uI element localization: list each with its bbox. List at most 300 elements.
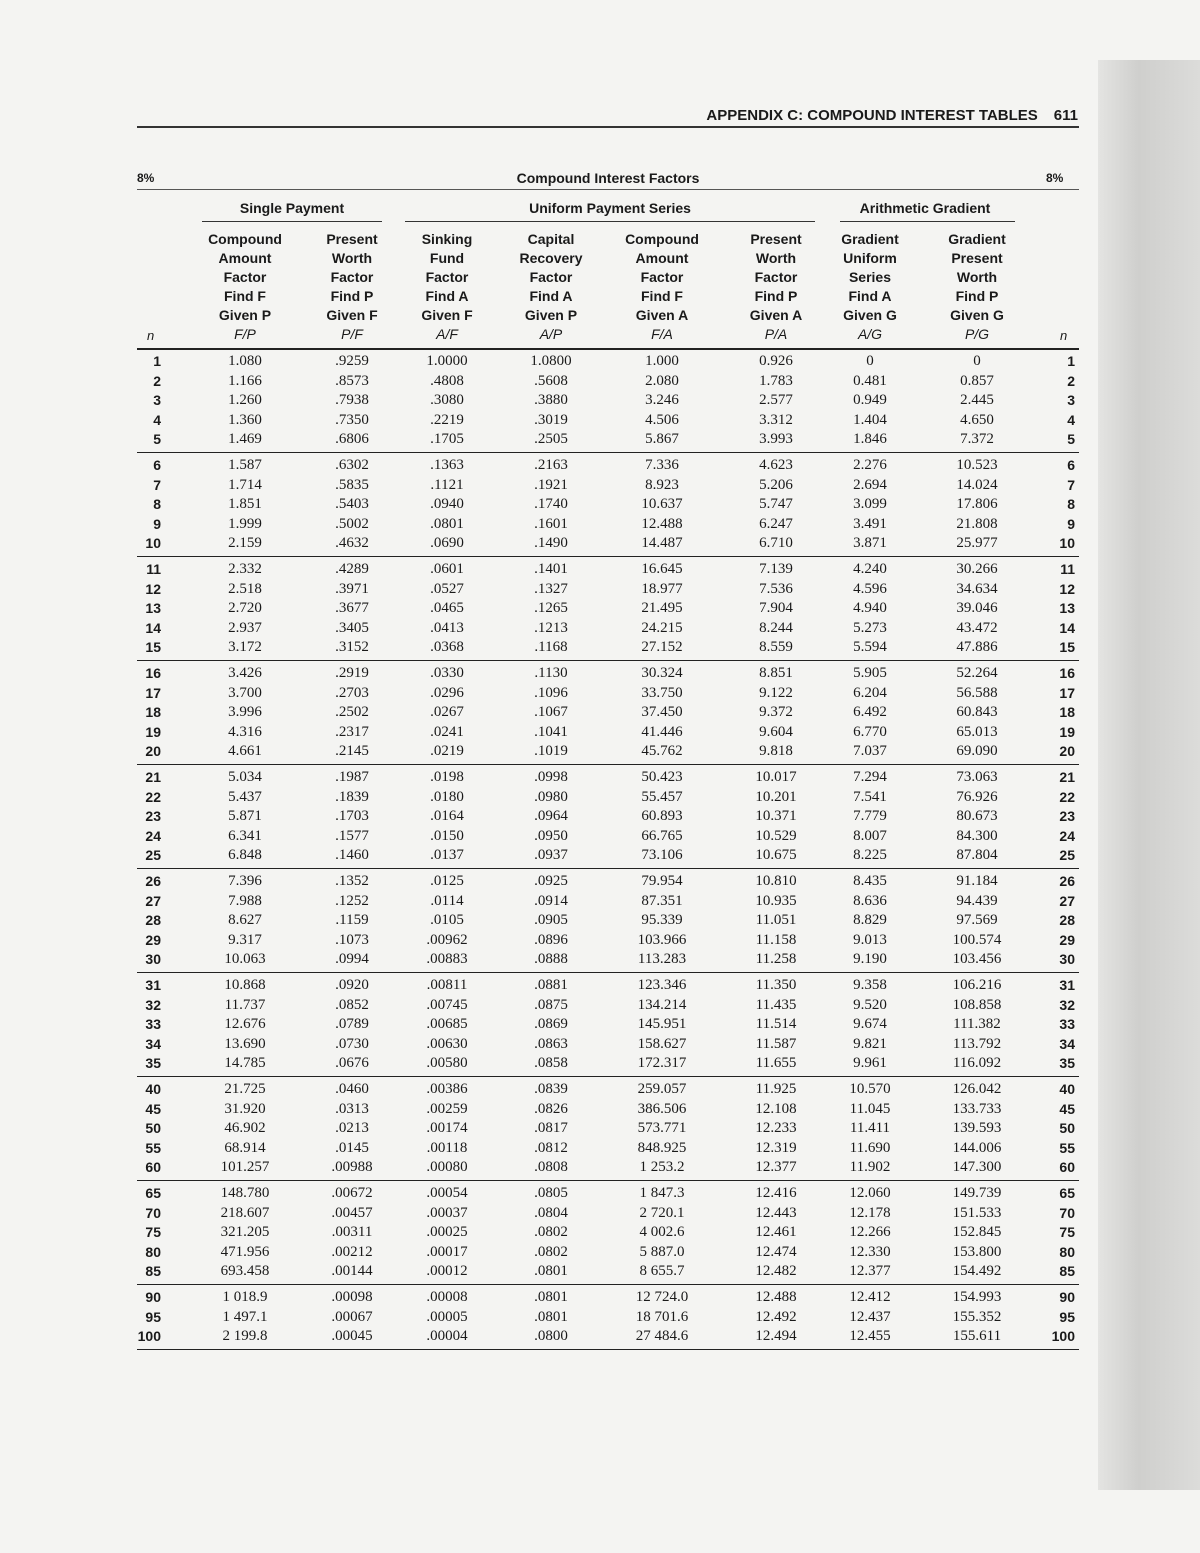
period-n-right: 24 (1059, 827, 1075, 844)
cell-pg: 43.472 (956, 619, 998, 636)
table-row (137, 1053, 1079, 1073)
cell-af: .0180 (430, 788, 464, 805)
cell-ap: .2505 (534, 431, 568, 447)
cell-fp: 6.341 (228, 827, 262, 844)
cell-ap: .0914 (534, 892, 568, 909)
cell-fa: 1 847.3 (639, 1185, 685, 1201)
period-n-right: 30 (1059, 951, 1075, 967)
cell-pg: 0.857 (960, 372, 994, 389)
table-row (137, 722, 1079, 742)
table-row (137, 1307, 1079, 1327)
column-header-line: Gradient (841, 231, 899, 247)
period-n-left: 26 (145, 873, 161, 889)
table-row (137, 891, 1079, 911)
cell-pg: 113.792 (952, 1035, 1002, 1052)
cell-fp: 5.437 (228, 788, 262, 805)
cell-ag: 12.060 (849, 1185, 891, 1201)
period-n-left: 34 (145, 1035, 161, 1052)
cell-fa: 73.106 (641, 847, 683, 863)
cell-fa: 12 724.0 (635, 1289, 689, 1305)
period-n-right: 65 (1059, 1185, 1075, 1201)
cell-pf: .3152 (335, 639, 369, 655)
column-code: A/F (436, 326, 458, 342)
period-n-right: 9 (1067, 515, 1075, 532)
table-row (137, 1099, 1079, 1119)
cell-pf: .6302 (335, 457, 369, 473)
column-header-line: Recovery (519, 250, 583, 266)
cell-ap: .0826 (534, 1100, 568, 1117)
cell-fa: 3.246 (645, 392, 679, 408)
column-header-line: Worth (331, 250, 373, 266)
table-row (137, 637, 1079, 657)
cell-fp: 31.920 (224, 1100, 266, 1117)
table-row (137, 1014, 1079, 1034)
cell-fp: 1.469 (228, 431, 262, 447)
cell-pf: .00457 (331, 1204, 373, 1221)
cell-ag: 9.358 (853, 977, 887, 993)
cell-pf: .0994 (335, 951, 369, 967)
cell-pf: .0676 (335, 1055, 369, 1071)
column-header-line: Factor (330, 269, 374, 285)
period-n-left: 80 (145, 1243, 161, 1260)
period-n-right: 95 (1059, 1308, 1075, 1325)
cell-fp: 2.720 (228, 600, 262, 616)
block-rule (137, 764, 1079, 765)
cell-fp: 3.172 (228, 639, 262, 655)
cell-pa: 11.655 (755, 1055, 797, 1071)
cell-ag: 6.492 (853, 704, 887, 720)
cell-fa: 8 655.7 (639, 1263, 685, 1279)
cell-fp: 2 199.8 (222, 1328, 268, 1344)
cell-ag: 9.520 (853, 996, 887, 1013)
interest-rate-right: 8% (1046, 171, 1064, 185)
cell-pf: .00212 (331, 1243, 373, 1260)
cell-pa: 11.587 (755, 1035, 797, 1052)
cell-pa: 10.017 (755, 769, 797, 785)
group-arithmetic-gradient: Arithmetic Gradient (859, 200, 991, 216)
cell-pa: 7.536 (759, 580, 793, 597)
cell-pa: 11.051 (755, 912, 797, 928)
header-bottom-rule (137, 348, 1079, 350)
cell-fa: 45.762 (641, 743, 683, 759)
table-row (137, 845, 1079, 865)
cell-pa: 12.482 (755, 1263, 797, 1279)
cell-ap: .0801 (534, 1308, 568, 1325)
table-block (137, 455, 1079, 557)
table-block (137, 975, 1079, 1077)
table-row (137, 1326, 1079, 1346)
cell-pf: .0789 (335, 1016, 369, 1032)
cell-fa: 33.750 (641, 684, 683, 701)
cell-pg: 84.300 (956, 827, 998, 844)
cell-fp: 1 497.1 (222, 1308, 268, 1325)
cell-ag: 12.266 (849, 1224, 891, 1240)
cell-pa: 1.783 (759, 372, 793, 389)
table-row (137, 598, 1079, 618)
column-header-ap (501, 230, 601, 344)
period-n-right: 75 (1059, 1224, 1075, 1240)
title-rule (137, 189, 1079, 190)
cell-pa: 4.623 (759, 457, 793, 473)
table-row (137, 390, 1079, 410)
cell-af: .00080 (426, 1159, 468, 1175)
cell-pf: .0313 (335, 1100, 369, 1117)
cell-fa: 145.951 (637, 1016, 687, 1032)
column-header-line: Given A (749, 307, 803, 323)
cell-af: .00962 (426, 931, 468, 948)
cell-ap: .0896 (534, 931, 568, 948)
cell-pg: 97.569 (956, 912, 998, 928)
cell-pg: 100.574 (952, 931, 1002, 948)
cell-pg: 116.092 (952, 1055, 1002, 1071)
period-n-right: 13 (1059, 600, 1075, 616)
cell-ap: .0937 (534, 847, 568, 863)
cell-af: .1121 (430, 476, 464, 493)
column-header-line: Given P (524, 307, 578, 323)
cell-af: .00811 (426, 977, 468, 993)
period-n-right: 25 (1059, 847, 1075, 863)
cell-ap: .3880 (534, 392, 568, 408)
cell-pg: 103.456 (952, 951, 1002, 967)
cell-ap: .0812 (534, 1139, 568, 1156)
table-block (137, 351, 1079, 453)
cell-fa: 7.336 (645, 457, 679, 473)
cell-fa: 4 002.6 (639, 1224, 685, 1240)
cell-af: 1.0000 (426, 353, 468, 369)
cell-pf: .7938 (335, 392, 369, 408)
column-header-line: Factor (754, 269, 798, 285)
period-n-right: 3 (1067, 392, 1075, 408)
cell-ap: .1213 (534, 619, 568, 636)
cell-pa: 9.604 (759, 723, 793, 740)
cell-pf: .1577 (335, 827, 369, 844)
cell-ap: .0964 (534, 808, 568, 824)
cell-pa: 10.529 (755, 827, 797, 844)
period-n-right: 20 (1059, 743, 1075, 759)
period-n-left: 29 (145, 931, 161, 948)
cell-fa: 18 701.6 (635, 1308, 689, 1325)
cell-pf: .0145 (335, 1139, 369, 1156)
cell-ag: 8.636 (853, 892, 887, 909)
table-row (137, 618, 1079, 638)
cell-pf: .2703 (335, 684, 369, 701)
interest-rate-left: 8% (137, 171, 155, 185)
cell-fp: 12.676 (224, 1016, 266, 1032)
period-n-left: 70 (145, 1204, 161, 1221)
cell-pa: 10.675 (755, 847, 797, 863)
table-block (137, 767, 1079, 869)
cell-af: .00174 (426, 1120, 468, 1136)
cell-fp: 4.316 (228, 723, 262, 740)
cell-ag: 4.596 (853, 580, 887, 597)
cell-af: .0241 (430, 723, 464, 740)
period-n-right: 8 (1067, 496, 1075, 512)
cell-pa: 0.926 (759, 353, 793, 369)
cell-ag: 5.273 (853, 619, 887, 636)
cell-pa: 10.201 (755, 788, 797, 805)
cell-pg: 87.804 (956, 847, 998, 863)
cell-pg: 155.352 (952, 1308, 1002, 1325)
cell-pa: 10.371 (755, 808, 797, 824)
cell-ap: .1096 (534, 684, 568, 701)
period-n-right: 14 (1059, 619, 1075, 636)
period-n-left: 35 (145, 1055, 161, 1071)
cell-pa: 12.319 (755, 1139, 797, 1156)
column-header-line: Compound (625, 231, 699, 247)
cell-ap: .1130 (534, 665, 568, 681)
cell-af: .00004 (426, 1328, 468, 1344)
running-header (0, 107, 1078, 124)
block-rule (137, 1076, 1079, 1077)
cell-af: .0198 (430, 769, 464, 785)
cell-fp: 3.426 (228, 665, 262, 681)
cell-fp: 321.205 (220, 1224, 270, 1240)
cell-fa: 66.765 (641, 827, 683, 844)
table-block (137, 871, 1079, 973)
period-n-right: 18 (1059, 704, 1075, 720)
cell-pg: 4.650 (960, 411, 994, 428)
cell-fa: 79.954 (641, 873, 683, 889)
cell-ag: 11.902 (849, 1159, 891, 1175)
column-header-fp (195, 230, 295, 344)
group-rule-gradient (840, 221, 1015, 222)
cell-ap: .0905 (534, 912, 568, 928)
cell-ap: .0839 (534, 1081, 568, 1097)
cell-af: .00012 (426, 1263, 468, 1279)
column-header-line: Given G (950, 307, 1004, 323)
cell-af: .0801 (430, 515, 464, 532)
cell-ag: 5.905 (853, 665, 887, 681)
cell-pa: 11.350 (755, 977, 797, 993)
cell-af: .0465 (430, 600, 464, 616)
cell-fp: 10.868 (224, 977, 266, 993)
cell-ag: 9.674 (853, 1016, 887, 1032)
cell-pf: .2502 (335, 704, 369, 720)
column-header-line: Given A (635, 307, 689, 323)
period-n-right: 2 (1067, 372, 1075, 389)
cell-pf: .0920 (335, 977, 369, 993)
cell-ag: 3.099 (853, 496, 887, 512)
table-block (137, 663, 1079, 765)
group-rule-uniform (405, 221, 815, 222)
column-header-line: Find A (425, 288, 469, 304)
cell-pf: .2919 (335, 665, 369, 681)
period-n-left: 33 (145, 1016, 161, 1032)
table-row (137, 1242, 1079, 1262)
period-n-right: 60 (1059, 1159, 1075, 1175)
cell-ap: .1921 (534, 476, 568, 493)
cell-pa: 12.377 (755, 1159, 797, 1175)
cell-pf: .1460 (335, 847, 369, 863)
cell-fa: 1.000 (645, 353, 679, 369)
table-row (137, 429, 1079, 449)
cell-ap: .0888 (534, 951, 568, 967)
cell-pg: 152.845 (952, 1224, 1002, 1240)
cell-ag: 10.570 (849, 1081, 891, 1097)
cell-af: .0940 (430, 496, 464, 512)
cell-fp: 46.902 (224, 1120, 266, 1136)
column-header-af (397, 230, 497, 344)
cell-ag: 7.037 (853, 743, 887, 759)
cell-pa: 11.158 (755, 931, 797, 948)
cell-fp: 1.166 (228, 372, 262, 389)
cell-af: .1363 (430, 457, 464, 473)
column-header-line: Factor (529, 269, 573, 285)
cell-fp: 3.700 (228, 684, 262, 701)
period-n-left: 21 (145, 769, 161, 785)
period-n-left: 25 (145, 847, 161, 863)
cell-pf: .2317 (335, 723, 369, 740)
period-n-right: 80 (1059, 1243, 1075, 1260)
cell-fp: 8.627 (228, 912, 262, 928)
cell-ap: .0801 (534, 1263, 568, 1279)
period-n-left: 14 (145, 619, 161, 636)
cell-pf: .2145 (335, 743, 369, 759)
n-label-right: n (1060, 328, 1068, 343)
cell-ag: 6.204 (853, 684, 887, 701)
cell-ag: 11.045 (849, 1100, 891, 1117)
cell-af: .00118 (426, 1139, 468, 1156)
period-n-right: 16 (1059, 665, 1075, 681)
cell-pg: 144.006 (952, 1139, 1002, 1156)
cell-pa: 5.206 (759, 476, 793, 493)
table-row (137, 494, 1079, 514)
cell-pf: .1252 (335, 892, 369, 909)
cell-ag: 6.770 (853, 723, 887, 740)
cell-ag: 2.694 (853, 476, 887, 493)
cell-ap: 1.0800 (530, 353, 572, 369)
column-header-pf (302, 230, 402, 344)
cell-fa: 2.080 (645, 372, 679, 389)
period-n-right: 100 (1051, 1328, 1075, 1344)
cell-pa: 11.258 (755, 951, 797, 967)
cell-pg: 10.523 (956, 457, 998, 473)
table-row (137, 826, 1079, 846)
column-header-line: Find P (754, 288, 798, 304)
cell-pa: 2.577 (759, 392, 793, 408)
header-rule (137, 126, 1079, 128)
cell-pg: 111.382 (953, 1016, 1001, 1032)
cell-af: .0368 (430, 639, 464, 655)
cell-pg: 17.806 (956, 496, 998, 512)
column-header-line: Factor (425, 269, 469, 285)
table-row (137, 663, 1079, 683)
period-n-right: 21 (1059, 769, 1075, 785)
cell-fp: 101.257 (220, 1159, 270, 1175)
table-row (137, 559, 1079, 579)
cell-ag: 7.294 (853, 769, 887, 785)
cell-fa: 21.495 (641, 600, 683, 616)
column-header-line: Find A (848, 288, 892, 304)
period-n-left: 20 (145, 743, 161, 759)
cell-fp: 148.780 (220, 1185, 270, 1201)
period-n-right: 33 (1059, 1016, 1075, 1032)
cell-af: .00017 (426, 1243, 468, 1260)
table-block (137, 1287, 1079, 1350)
cell-ag: 12.330 (849, 1243, 891, 1260)
cell-pg: 2.445 (960, 392, 994, 408)
column-header-line: Given F (326, 307, 378, 323)
cell-fp: 11.737 (224, 996, 266, 1013)
cell-ap: .1168 (534, 639, 568, 655)
cell-fp: 1 018.9 (222, 1289, 268, 1305)
period-n-right: 7 (1067, 476, 1075, 493)
cell-ap: .3019 (534, 411, 568, 428)
period-n-left: 28 (145, 912, 161, 928)
cell-pa: 5.747 (759, 496, 793, 512)
period-n-right: 27 (1059, 892, 1075, 909)
cell-ag: 11.690 (849, 1139, 891, 1156)
cell-pg: 34.634 (956, 580, 998, 597)
period-n-left: 95 (145, 1308, 161, 1325)
period-n-left: 1 (153, 353, 161, 369)
column-header-pa (726, 230, 826, 344)
cell-fa: 386.506 (637, 1100, 687, 1117)
cell-pg: 106.216 (952, 977, 1002, 993)
period-n-left: 3 (153, 392, 161, 408)
block-rule (137, 868, 1079, 869)
column-header-line: Given F (421, 307, 473, 323)
cell-af: .0413 (430, 619, 464, 636)
cell-pg: 7.372 (960, 431, 994, 447)
column-header-line: Amount (218, 250, 272, 266)
cell-ap: .0805 (534, 1185, 568, 1201)
cell-pf: .5835 (335, 476, 369, 493)
cell-pf: .00144 (331, 1263, 373, 1279)
column-code: A/P (539, 326, 563, 342)
cell-pg: 0 (973, 353, 981, 369)
period-n-right: 40 (1059, 1081, 1075, 1097)
period-n-right: 50 (1059, 1120, 1075, 1136)
period-n-right: 11 (1060, 561, 1075, 577)
column-code: F/P (234, 326, 256, 342)
cell-pa: 11.925 (755, 1081, 797, 1097)
cell-fp: 13.690 (224, 1035, 266, 1052)
column-header-line: Find P (955, 288, 999, 304)
cell-pa: 10.935 (755, 892, 797, 909)
period-n-right: 70 (1059, 1204, 1075, 1221)
cell-fp: 68.914 (224, 1139, 266, 1156)
cell-fa: 259.057 (637, 1081, 687, 1097)
cell-af: .00025 (426, 1224, 468, 1240)
cell-fp: 3.996 (228, 704, 262, 720)
cell-pf: .00988 (331, 1159, 373, 1175)
period-n-left: 31 (145, 977, 161, 993)
cell-af: .1705 (430, 431, 464, 447)
cell-af: .00054 (426, 1185, 468, 1201)
column-header-line: Compound (208, 231, 282, 247)
cell-pf: .4632 (335, 535, 369, 551)
table-row (137, 930, 1079, 950)
cell-pf: .00672 (331, 1185, 373, 1201)
n-label-left: n (147, 328, 155, 343)
table-row (137, 1157, 1079, 1177)
cell-fa: 55.457 (641, 788, 683, 805)
cell-fa: 16.645 (641, 561, 683, 577)
period-n-left: 19 (145, 723, 161, 740)
table-row (137, 1183, 1079, 1203)
period-n-left: 50 (145, 1120, 161, 1136)
period-n-right: 22 (1059, 788, 1075, 805)
period-n-right: 90 (1059, 1289, 1075, 1305)
cell-ap: .2163 (534, 457, 568, 473)
group-rule-single (202, 221, 382, 222)
cell-af: .00685 (426, 1016, 468, 1032)
cell-ag: 8.829 (853, 912, 887, 928)
column-header-line: Factor (223, 269, 267, 285)
cell-af: .00037 (426, 1204, 468, 1221)
cell-ap: .0875 (534, 996, 568, 1013)
